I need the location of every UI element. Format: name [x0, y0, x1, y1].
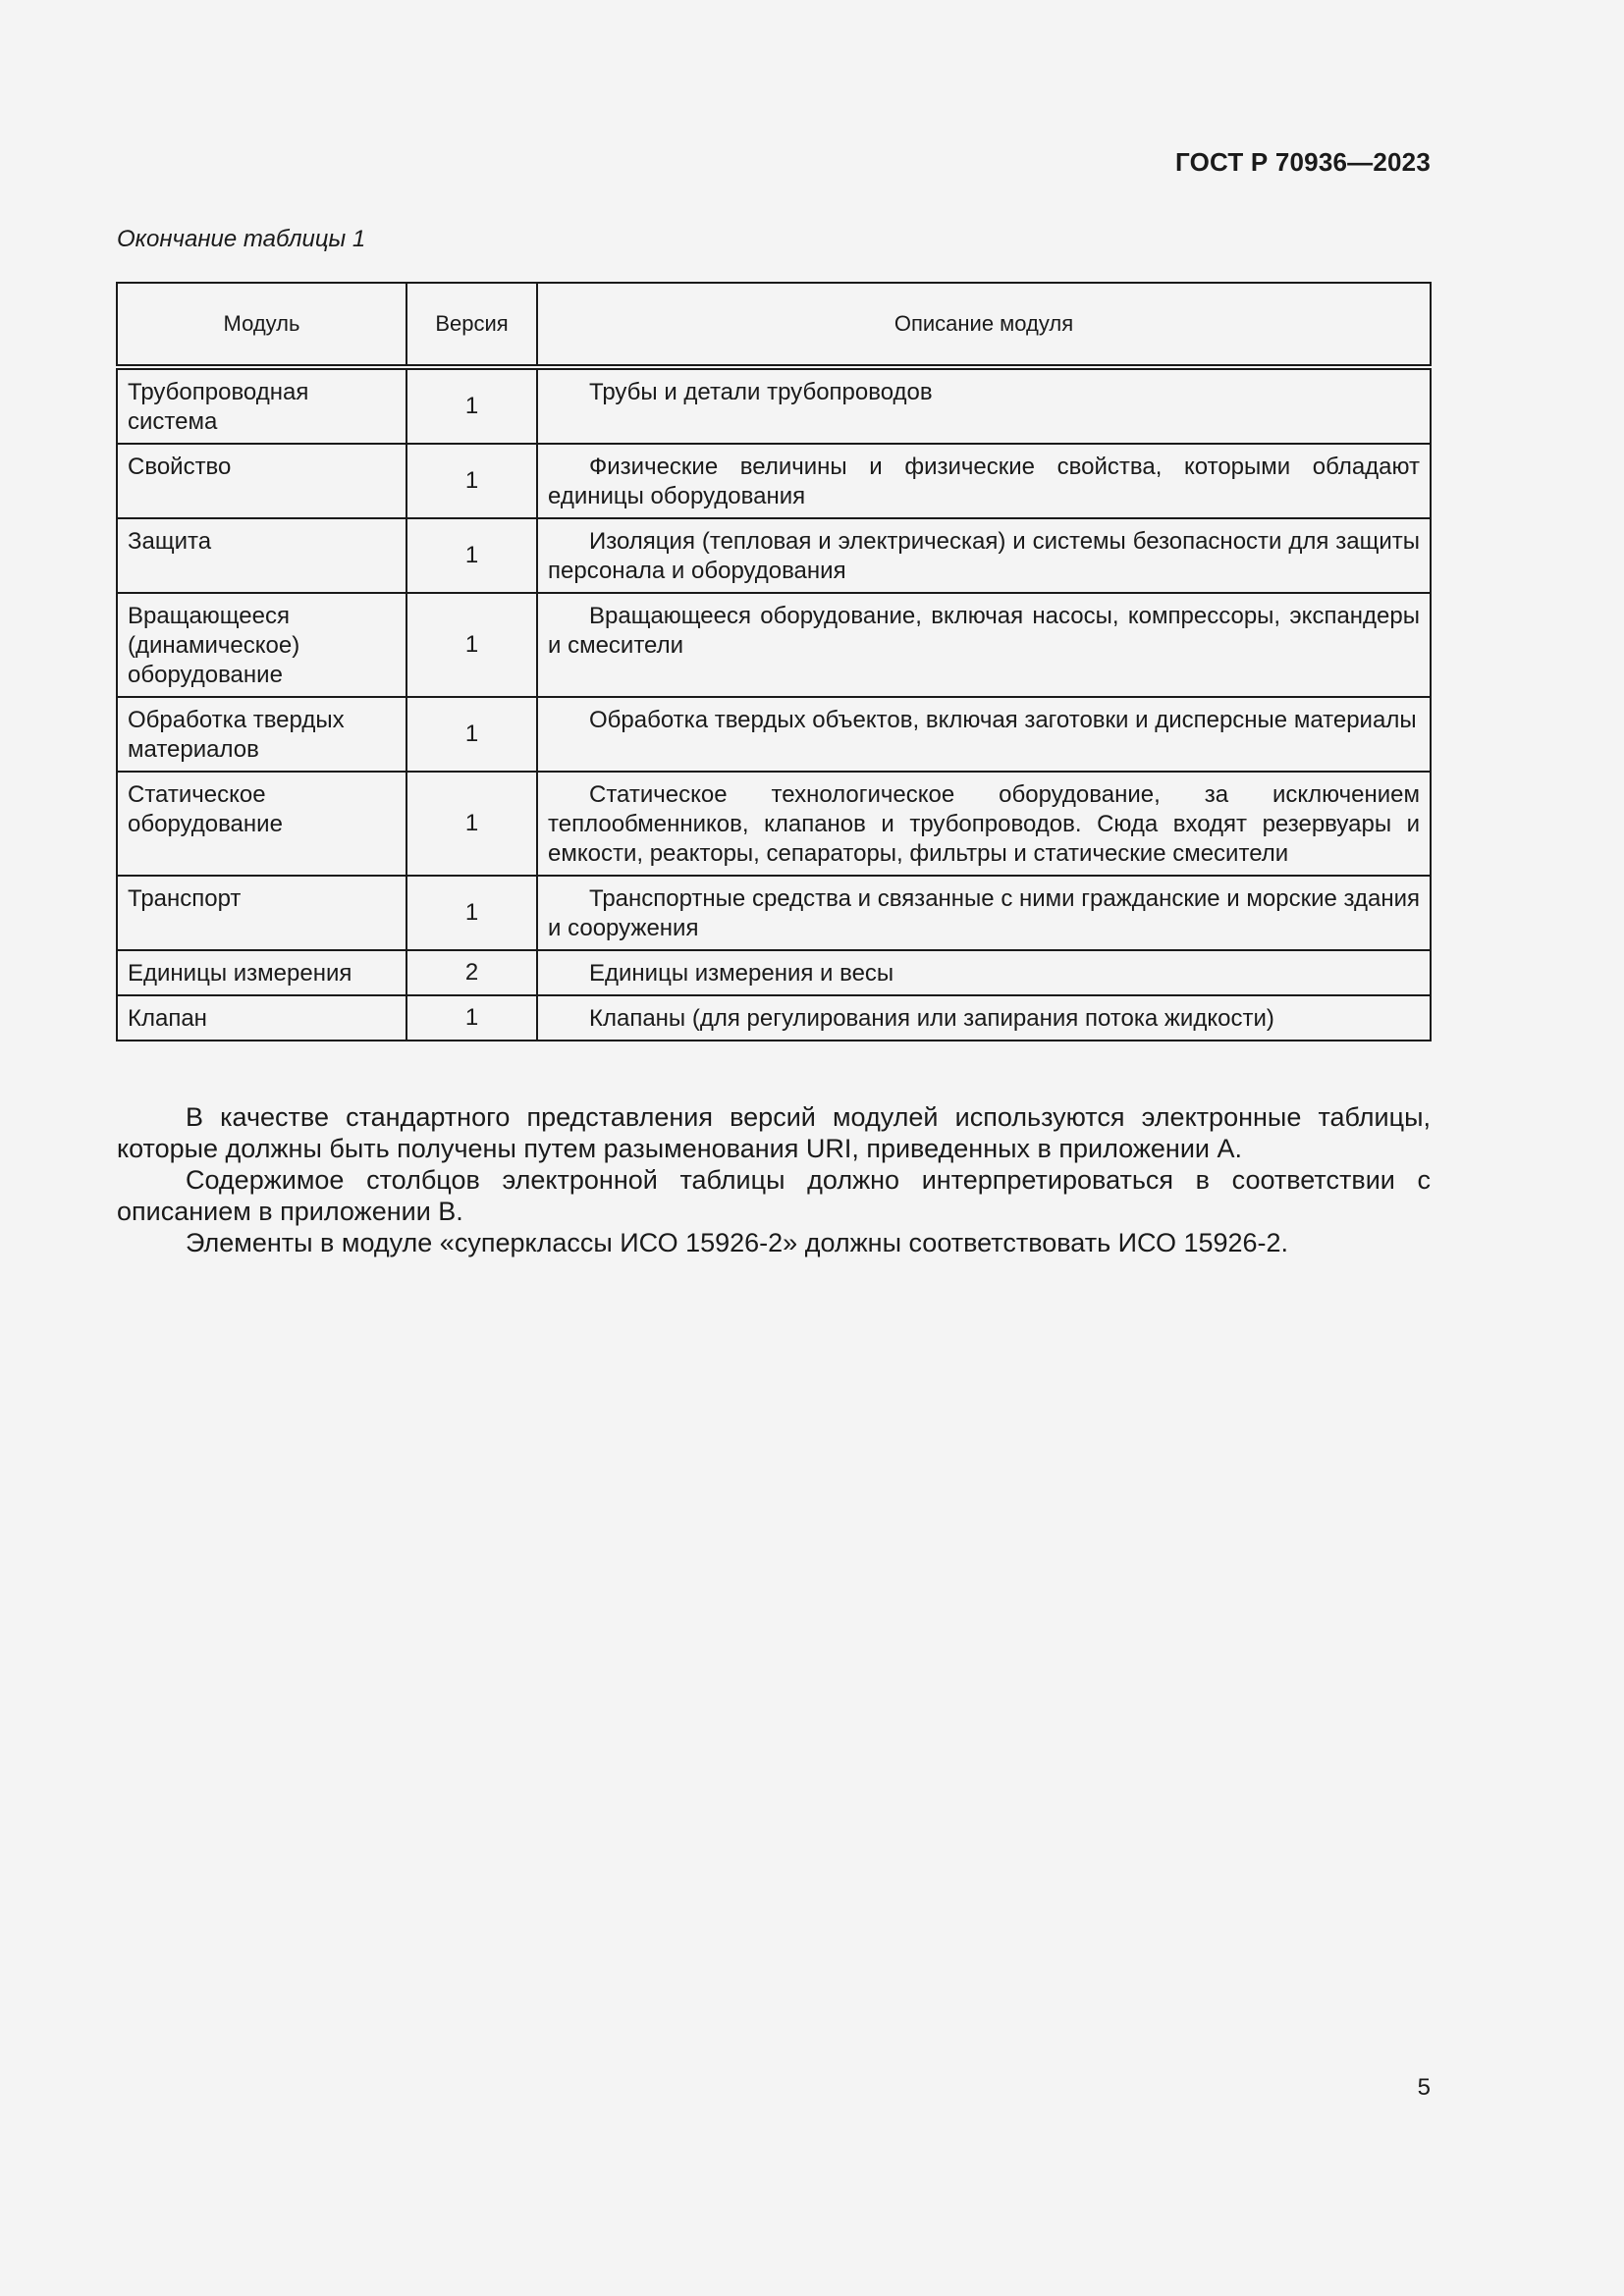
- version-cell: 1: [406, 697, 537, 772]
- table-header-row: [117, 283, 1431, 367]
- description-cell: Изоляция (тепловая и электрическая) и системы безопасности для защиты персонала и оборудования: [537, 518, 1431, 593]
- body-text: [117, 1101, 1431, 1258]
- page-number: 5: [1417, 2074, 1431, 2101]
- table-row: [117, 772, 1431, 876]
- module-cell: Защита: [117, 518, 406, 593]
- modules-table: [116, 282, 1432, 1041]
- table-row: [117, 876, 1431, 950]
- module-cell: Свойство: [117, 444, 406, 518]
- version-cell: 1: [406, 367, 537, 444]
- column-header-description: Описание модуля: [537, 283, 1431, 367]
- paragraph: Содержимое столбцов электронной таблицы должно интерпретироваться в соответствии с описанием в приложении В.: [117, 1165, 1431, 1226]
- column-header-version: Версия: [406, 283, 537, 367]
- module-cell: Транспорт: [117, 876, 406, 950]
- description-cell: Обработка твердых объектов, включая заготовки и дисперсные материалы: [537, 697, 1431, 772]
- paragraph: Элементы в модуле «суперклассы ИСО 15926-2» должны соответствовать ИСО 15926-2.: [186, 1228, 1289, 1257]
- module-cell: Вращающееся (динамическое) оборудование: [117, 593, 406, 697]
- module-cell: Статическое оборудование: [117, 772, 406, 876]
- version-cell: 2: [406, 950, 537, 995]
- module-cell: Клапан: [117, 995, 406, 1041]
- module-cell: Обработка твердых материалов: [117, 697, 406, 772]
- column-header-module: Модуль: [117, 283, 406, 367]
- module-cell: Трубопроводная система: [117, 367, 406, 444]
- table-row: [117, 518, 1431, 593]
- description-cell: Физические величины и физические свойства, которыми обладают единицы оборудования: [537, 444, 1431, 518]
- version-cell: 1: [406, 444, 537, 518]
- table-row: [117, 367, 1431, 444]
- version-cell: 1: [406, 995, 537, 1041]
- description-cell: Вращающееся оборудование, включая насосы, компрессоры, экспандеры и смесители: [537, 593, 1431, 697]
- version-cell: 1: [406, 772, 537, 876]
- document-code: ГОСТ Р 70936—2023: [1175, 147, 1431, 177]
- version-cell: 1: [406, 876, 537, 950]
- description-cell: Клапаны (для регулирования или запирания потока жидкости): [537, 995, 1431, 1041]
- table-row: [117, 995, 1431, 1041]
- table-row: [117, 444, 1431, 518]
- description-cell: Транспортные средства и связанные с ними гражданские и морские здания и сооружения: [537, 876, 1431, 950]
- table-row: [117, 593, 1431, 697]
- description-cell: Единицы измерения и весы: [537, 950, 1431, 995]
- version-cell: 1: [406, 518, 537, 593]
- modules-table-container: [116, 282, 1432, 1041]
- table-row: [117, 697, 1431, 772]
- paragraph: В качестве стандартного представления версий модулей используются электронные таблицы, которые должны быть получены путем разыменования URI, приведенных в приложении А.: [117, 1102, 1431, 1163]
- table-caption: Окончание таблицы 1: [117, 226, 366, 252]
- version-cell: 1: [406, 593, 537, 697]
- module-cell: Единицы измерения: [117, 950, 406, 995]
- description-cell: Статическое технологическое оборудование, за исключением теплообменников, клапанов и трубопроводов. Сюда входят резервуары и емкости, реакторы, сепараторы, фильтры и статические смесители: [537, 772, 1431, 876]
- table-row: [117, 950, 1431, 995]
- description-cell: Трубы и детали трубопроводов: [537, 367, 1431, 444]
